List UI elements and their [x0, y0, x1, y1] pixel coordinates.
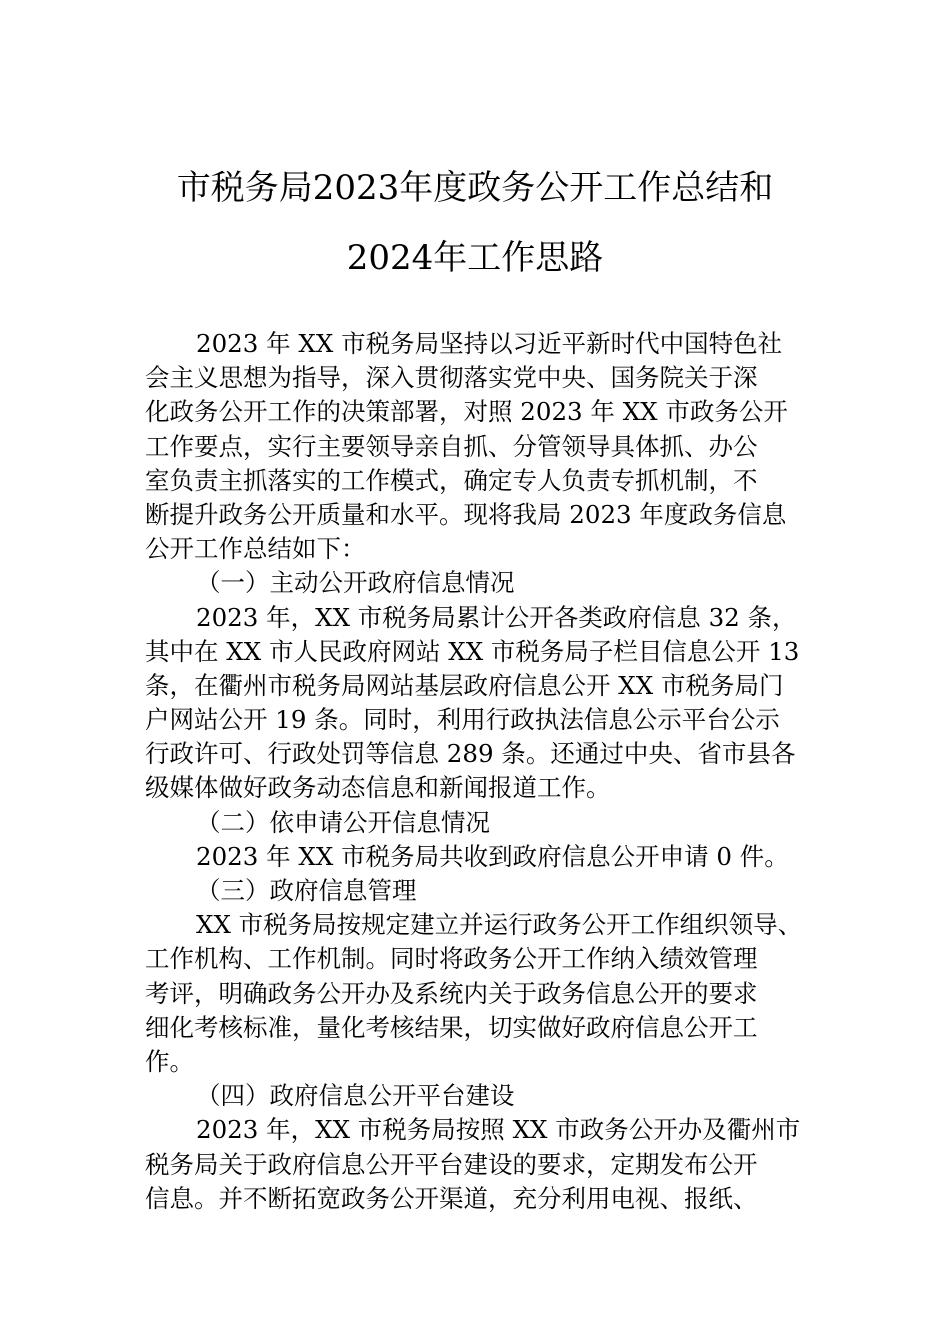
body-line: XX 市税务局按规定建立并运行政务公开工作组织领导、 [196, 910, 803, 940]
body-line: 断提升政务公开质量和水平。现将我局 2023 年度政务信息 [145, 499, 787, 529]
body-line: 其中在 XX 市人民政府网站 XX 市税务局子栏目信息公开 13 [145, 636, 800, 666]
body-line: 工作机构、工作机制。同时将政务公开工作纳入绩效管理 [145, 944, 758, 974]
body-line: 公开工作总结如下： [145, 534, 366, 564]
document-body [145, 327, 815, 1216]
body-line: 细化考核标准，量化考核结果，切实做好政府信息公开工 [145, 1012, 758, 1042]
body-line: 工作要点，实行主要领导亲自抓、分管领导具体抓、办公 [145, 431, 758, 461]
body-line: 条，在衢州市税务局网站基层政府信息公开 XX 市税务局门 [145, 670, 784, 700]
body-line: 级媒体做好政务动态信息和新闻报道工作。 [145, 773, 611, 803]
body-line: 行政许可、行政处罚等信息 289 条。还通过中央、省市县各 [145, 739, 796, 769]
body-line: 税务局关于政府信息公开平台建设的要求，定期发布公开 [145, 1149, 758, 1179]
body-line: 2023 年 XX 市税务局共收到政府信息公开申请 0 件。 [196, 841, 789, 871]
section-heading-1: （一）主动公开政府信息情况 [196, 568, 515, 598]
body-line: 会主义思想为指导，深入贯彻落实党中央、国务院关于深 [145, 363, 758, 393]
section-heading-2: （二）依申请公开信息情况 [196, 807, 490, 837]
body-line: 户网站公开 19 条。同时，利用行政执法信息公示平台公示 [145, 705, 780, 735]
body-line: 2023 年，XX 市税务局按照 XX 市政务公开办及衢州市 [196, 1115, 801, 1145]
body-line: 2023 年 XX 市税务局坚持以习近平新时代中国特色社 [196, 329, 783, 358]
body-line: 室负责主抓落实的工作模式，确定专人负责专抓机制，不 [145, 465, 758, 495]
body-line: 化政务公开工作的决策部署，对照 2023 年 XX 市政务公开 [145, 397, 788, 427]
section-heading-4: （四）政府信息公开平台建设 [196, 1081, 515, 1111]
document-title-line-2: 2024年工作思路 [346, 238, 604, 278]
document-title-line-1: 市税务局2023年度政务公开工作总结和 [176, 168, 774, 208]
body-line: 2023 年，XX 市税务局累计公开各类政府信息 32 条， [196, 602, 797, 632]
body-line: 考评，明确政务公开办及系统内关于政务信息公开的要求 [145, 978, 758, 1008]
body-line: 作。 [145, 1046, 194, 1076]
body-line: 信息。并不断拓宽政务公开渠道，充分利用电视、报纸、 [145, 1183, 758, 1213]
section-heading-3: （三）政府信息管理 [196, 876, 417, 905]
